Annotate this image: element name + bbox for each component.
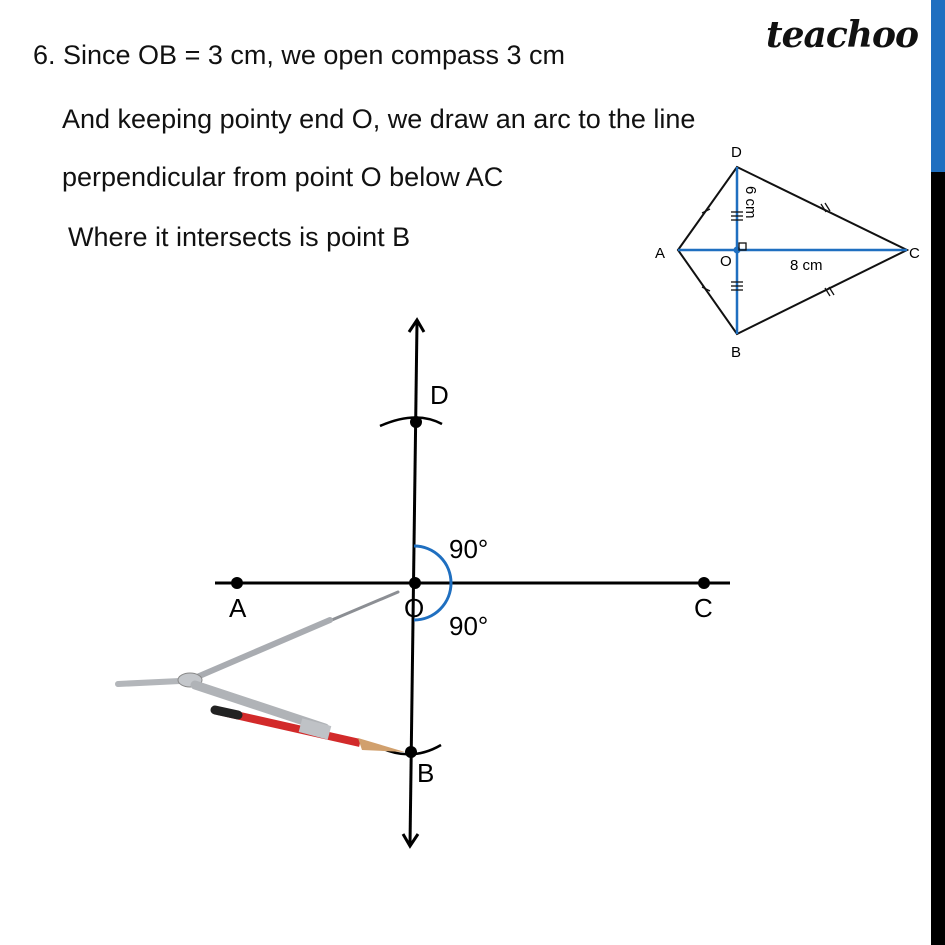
kite-label-b: B [731, 344, 742, 361]
point-o [409, 577, 421, 589]
angle-label-bottom: 90° [449, 611, 489, 641]
point-d [410, 416, 422, 428]
step-heading: 6. Since OB = 3 cm, we open compass 3 cm [33, 40, 565, 70]
kite-label-o: O [720, 253, 732, 270]
point-c [698, 577, 710, 589]
teachoo-logo: teachoo [766, 14, 918, 56]
instruction-line-2: perpendicular from point O below AC [62, 162, 504, 192]
label-o: O [404, 593, 425, 623]
label-a: A [229, 593, 247, 623]
instruction-line-3: Where it intersects is point B [68, 222, 411, 252]
instruction-line-1: And keeping pointy end O, we draw an arc to the line [62, 104, 696, 134]
compass-icon [118, 592, 405, 752]
kite-figure [655, 144, 920, 361]
angle-label-top: 90° [449, 534, 489, 564]
label-c: C [694, 593, 713, 623]
label-b: B [417, 758, 435, 788]
kite-label-d: D [731, 144, 742, 161]
kite-length-oc: 8 cm [790, 257, 823, 274]
point-a [231, 577, 243, 589]
kite-length-od: 6 cm [742, 186, 759, 219]
kite-label-c: C [909, 245, 920, 262]
kite-label-a: A [655, 245, 666, 262]
label-d: D [430, 380, 449, 410]
construction-figure [215, 320, 730, 846]
point-b [405, 746, 417, 758]
